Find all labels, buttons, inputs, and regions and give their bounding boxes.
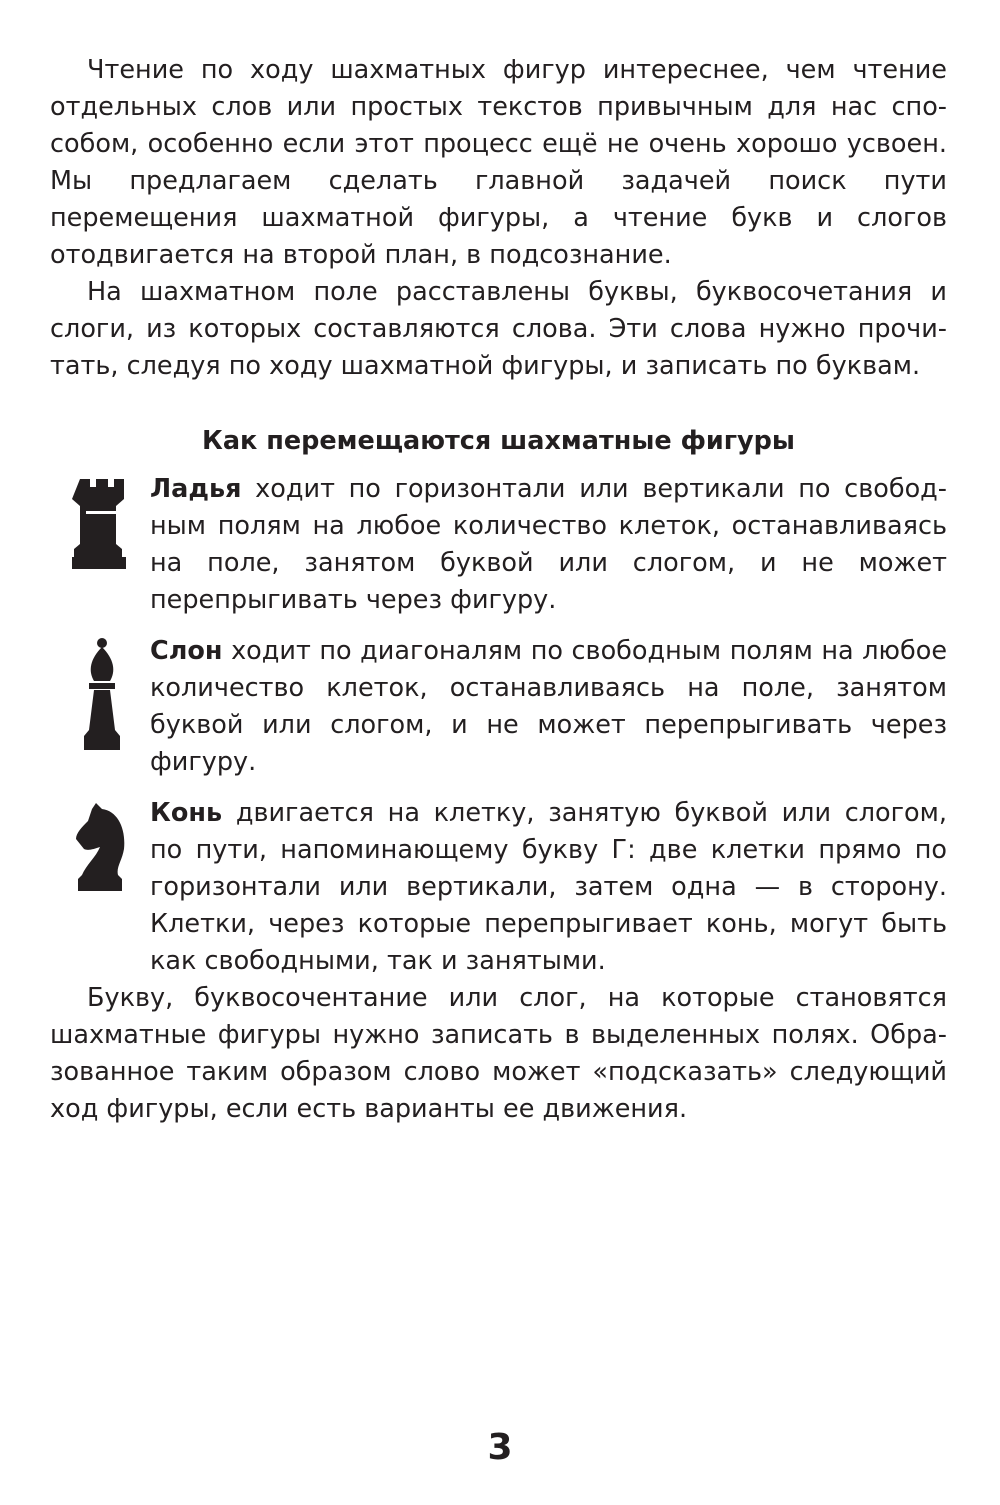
- intro-paragraph-2: На шахматном поле расставлены буквы, буквосочетания и слоги, из которых составляются слова. Эти слова нужно прочитать, следуя по ходу шахматной фигуры, и записать по буквам.: [50, 277, 947, 381]
- bishop-icon: [72, 637, 132, 752]
- closing-paragraph: Букву, буквосочентание или слог, на которые становятся шахматные фигуры нужно записать в выделенных полях. Образованное таким образом слово может «подсказать» следующий ход фигуры, если есть варианты ее движения.: [50, 983, 947, 1124]
- piece-bishop: [50, 633, 947, 781]
- rook-description: ходит по горизонтали или вертикали по свободным полям на любое количество клеток, останавливаясь на поле, занятом буквой или слогом, и не может перепрыгивать через фигуру.: [150, 474, 947, 615]
- rook-name: Ладья: [150, 474, 242, 504]
- page-content: [50, 52, 947, 1128]
- knight-icon: [72, 799, 132, 894]
- page-number: 3: [487, 1427, 513, 1468]
- rook-icon: [72, 475, 132, 570]
- bishop-description: ходит по диагоналям по свободным полям на любое количество клеток, останавливаясь на поле, занятом буквой или слогом, и не может перепрыгивать через фигуру.: [150, 636, 948, 777]
- intro-paragraph-1: Чтение по ходу шахматных фигур интереснее, чем чтение отдельных слов или простых текстов привычным для нас способом, особенно если этот процесс ещё не очень хорошо усвоен. Мы предлагаем сделать главной задачей поиск пути перемещения шахматной фигуры, а чтение букв и слогов отодвигается на второй план, в подсознание.: [50, 55, 947, 270]
- knight-description: двигается на клетку, занятую буквой или слогом, по пути, напоминающему букву Г: две клетки прямо по горизонтали или вертикали, затем одна — в сторону. Клетки, через которые перепрыгивает конь, могут быть как свободными, так и занятыми.: [150, 798, 948, 976]
- piece-knight: [50, 795, 947, 980]
- section-heading: Как перемещаются шахматные фигуры: [201, 426, 795, 456]
- bishop-name: Слон: [150, 636, 223, 666]
- piece-rook: [50, 471, 947, 619]
- knight-name: Конь: [150, 798, 223, 828]
